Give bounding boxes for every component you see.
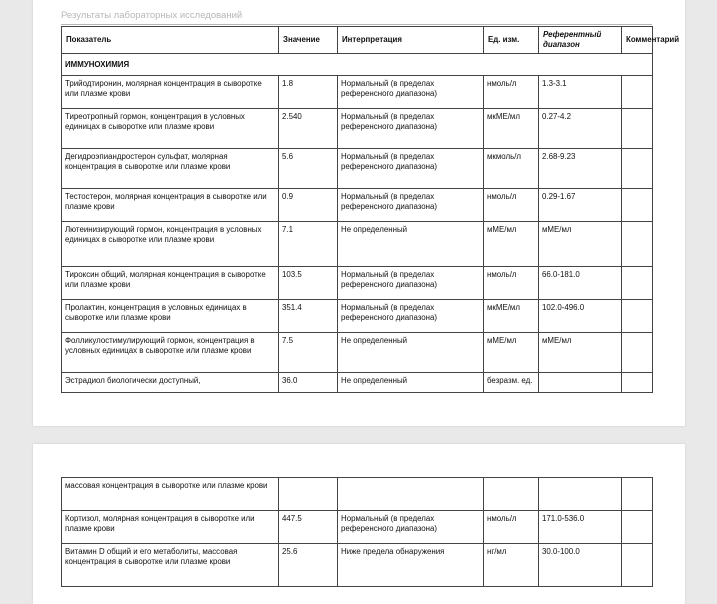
table-row	[62, 76, 653, 109]
cell-comment	[622, 544, 653, 587]
section-title: Результаты лабораторных исследований	[61, 10, 243, 21]
cell-value: 7.1	[279, 222, 338, 267]
cell-interpretation: Нормальный (в пределах референсного диапазона)	[338, 76, 484, 109]
cell-value: 25.6	[279, 544, 338, 587]
column-header-interpretation: Интерпретация	[338, 27, 484, 54]
cell-interpretation: Не определенный	[338, 222, 484, 267]
table-row	[62, 544, 653, 587]
cell-value: 103.5	[279, 267, 338, 300]
cell-unit: нг/мл	[484, 544, 539, 587]
cell-unit	[484, 478, 539, 511]
cell-unit: мкмоль/л	[484, 149, 539, 189]
results-table	[61, 26, 680, 393]
cell-indicator: массовая концентрация в сыворотке или плазме крови	[62, 478, 279, 511]
cell-comment	[622, 189, 653, 222]
cell-indicator: Эстрадиол биологически доступный,	[62, 373, 279, 393]
table-row	[62, 511, 653, 544]
cell-comment	[622, 76, 653, 109]
cell-reference	[539, 373, 622, 393]
cell-interpretation: Не определенный	[338, 333, 484, 373]
cell-unit: нмоль/л	[484, 189, 539, 222]
table-row	[62, 222, 653, 267]
cell-comment	[622, 373, 653, 393]
cell-value: 1.8	[279, 76, 338, 109]
cell-reference: 1.3-3.1	[539, 76, 622, 109]
cell-indicator: Фолликулостимулирующий гормон, концентрация в условных единицах в сыворотке или плазме крови	[62, 333, 279, 373]
cell-indicator: Пролактин, концентрация в условных единицах в сыворотке или плазме крови	[62, 300, 279, 333]
cell-interpretation: Нормальный (в пределах референсного диапазона)	[338, 511, 484, 544]
table-row	[62, 478, 653, 511]
cell-indicator: Кортизол, молярная концентрация в сыворотке или плазме крови	[62, 511, 279, 544]
table-row	[62, 333, 653, 373]
cell-comment	[622, 222, 653, 267]
cell-interpretation: Нормальный (в пределах референсного диапазона)	[338, 149, 484, 189]
cell-reference	[539, 478, 622, 511]
table-row	[62, 149, 653, 189]
table-row	[62, 109, 653, 149]
table-row	[62, 373, 653, 393]
cell-indicator: Трийодтиронин, молярная концентрация в сыворотке или плазме крови	[62, 76, 279, 109]
cell-unit: мкМЕ/мл	[484, 300, 539, 333]
cell-interpretation	[338, 478, 484, 511]
cell-value: 36.0	[279, 373, 338, 393]
report-page-1	[33, 0, 685, 426]
cell-value: 0.9	[279, 189, 338, 222]
cell-interpretation: Не определенный	[338, 373, 484, 393]
column-header-value: Значение	[279, 27, 338, 54]
cell-reference: мМЕ/мл	[539, 333, 622, 373]
cell-value	[279, 478, 338, 511]
column-header-reference: Референтный диапазон	[539, 27, 622, 54]
cell-interpretation: Нормальный (в пределах референсного диапазона)	[338, 109, 484, 149]
column-header-comment: Комментарий	[622, 27, 653, 54]
cell-indicator: Лютеинизирующий гормон, концентрация в условных единицах в сыворотке или плазме крови	[62, 222, 279, 267]
cell-reference: 102.0-496.0	[539, 300, 622, 333]
cell-indicator: Тестостерон, молярная концентрация в сыворотке или плазме крови	[62, 189, 279, 222]
cell-value: 5.6	[279, 149, 338, 189]
cell-unit: нмоль/л	[484, 267, 539, 300]
cell-interpretation: Ниже предела обнаружения	[338, 544, 484, 587]
cell-reference: 0.27-4.2	[539, 109, 622, 149]
cell-comment	[622, 333, 653, 373]
cell-comment	[622, 149, 653, 189]
cell-reference: мМЕ/мл	[539, 222, 622, 267]
results-table-continued	[61, 477, 653, 587]
cell-reference: 0.29-1.67	[539, 189, 622, 222]
cell-comment	[622, 478, 653, 511]
group-row	[62, 54, 653, 76]
table-row	[62, 189, 653, 222]
group-name: ИММУНОХИМИЯ	[62, 54, 653, 76]
cell-indicator: Витамин D общий и его метаболиты, массовая концентрация в сыворотке или плазме крови	[62, 544, 279, 587]
cell-reference: 171.0-536.0	[539, 511, 622, 544]
cell-unit: нмоль/л	[484, 76, 539, 109]
cell-value: 351.4	[279, 300, 338, 333]
cell-comment	[622, 109, 653, 149]
cell-reference: 66.0-181.0	[539, 267, 622, 300]
cell-unit: мМЕ/мл	[484, 333, 539, 373]
cell-value: 7.5	[279, 333, 338, 373]
table-row	[62, 267, 653, 300]
report-page-2	[33, 444, 685, 604]
cell-interpretation: Нормальный (в пределах референсного диапазона)	[338, 300, 484, 333]
cell-comment	[622, 511, 653, 544]
cell-value: 447.5	[279, 511, 338, 544]
cell-unit: нмоль/л	[484, 511, 539, 544]
cell-indicator: Тиреотропный гормон, концентрация в условных единицах в сыворотке или плазме крови	[62, 109, 279, 149]
cell-indicator: Дегидроэпиандростерон сульфат, молярная концентрация в сыворотке или плазме крови	[62, 149, 279, 189]
cell-comment	[622, 267, 653, 300]
cell-reference: 30.0-100.0	[539, 544, 622, 587]
cell-indicator: Тироксин общий, молярная концентрация в сыворотке или плазме крови	[62, 267, 279, 300]
column-header-unit: Ед. изм.	[484, 27, 539, 54]
cell-unit: мМЕ/мл	[484, 222, 539, 267]
cell-interpretation: Нормальный (в пределах референсного диапазона)	[338, 267, 484, 300]
header-divider	[61, 24, 652, 25]
cell-unit: безразм. ед.	[484, 373, 539, 393]
cell-comment	[622, 300, 653, 333]
cell-interpretation: Нормальный (в пределах референсного диапазона)	[338, 189, 484, 222]
cell-unit: мкМЕ/мл	[484, 109, 539, 149]
cell-reference: 2.68-9.23	[539, 149, 622, 189]
column-header-indicator: Показатель	[62, 27, 279, 54]
table-row	[62, 300, 653, 333]
cell-value: 2.540	[279, 109, 338, 149]
